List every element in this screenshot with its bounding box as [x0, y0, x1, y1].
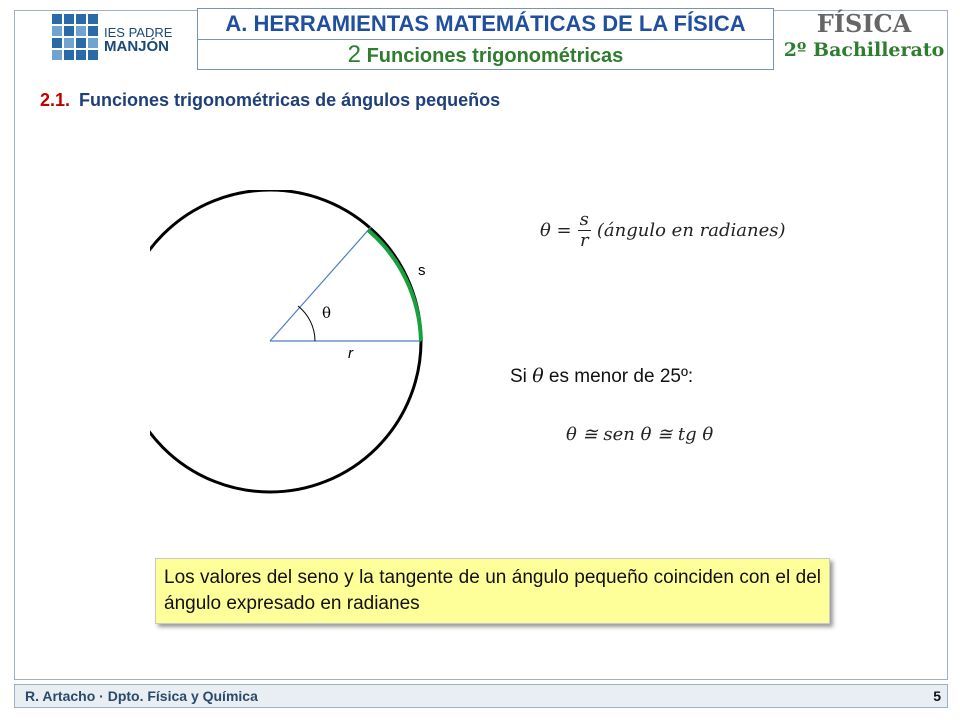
radius-label: r — [348, 345, 353, 362]
note-box: Los valores del seno y la tangente de un ángulo pequeño coinciden con el del ángulo expresado en radianes — [155, 558, 830, 624]
fraction — [578, 210, 591, 251]
theta-label: θ — [322, 304, 332, 322]
footer-bar — [14, 684, 948, 708]
logo-text — [104, 26, 172, 54]
approximation-formula: θ ≅ sen θ ≅ tg θ — [566, 424, 714, 445]
condition-prefix: Si — [510, 366, 527, 387]
subject-title: FÍSICA — [816, 9, 912, 38]
angle-arc — [298, 306, 315, 341]
section-title: Funciones trigonométricas de ángulos pequeños — [79, 90, 501, 110]
angle-formula — [540, 210, 786, 251]
footer-author: R. Artacho · Dpto. Física y Química — [25, 688, 258, 704]
course-title: A. HERRAMIENTAS MATEMÁTICAS DE LA FÍSICA — [198, 9, 773, 40]
page-number: 5 — [933, 688, 941, 704]
fraction-numerator: s — [579, 209, 589, 230]
school-logo — [40, 12, 190, 64]
arc-label: s — [418, 262, 426, 279]
logo-line2: MANJÓN — [104, 38, 170, 55]
arc-s — [368, 230, 421, 341]
topic-number: 2 — [347, 41, 362, 68]
section-number: 2.1. — [40, 90, 71, 110]
condition-suffix: es menor de 25º: — [548, 366, 694, 387]
header-box — [197, 8, 774, 70]
topic-name: Funciones trigonométricas — [366, 45, 624, 67]
subject-level: 2º Bachillerato — [783, 39, 945, 61]
logo-line1: IES PADRE — [104, 25, 173, 40]
condition-text — [510, 365, 693, 388]
formula-note: (ángulo en radianes) — [596, 220, 786, 241]
subject-badge — [780, 10, 948, 70]
section-heading — [40, 90, 500, 111]
topic-title — [198, 40, 773, 70]
circle-diagram — [150, 190, 450, 510]
fraction-denominator: r — [579, 230, 589, 251]
logo-grid-icon — [52, 14, 98, 60]
radius-angled — [270, 227, 371, 341]
formula-lhs: θ = — [540, 220, 572, 241]
condition-symbol: θ — [532, 365, 544, 387]
